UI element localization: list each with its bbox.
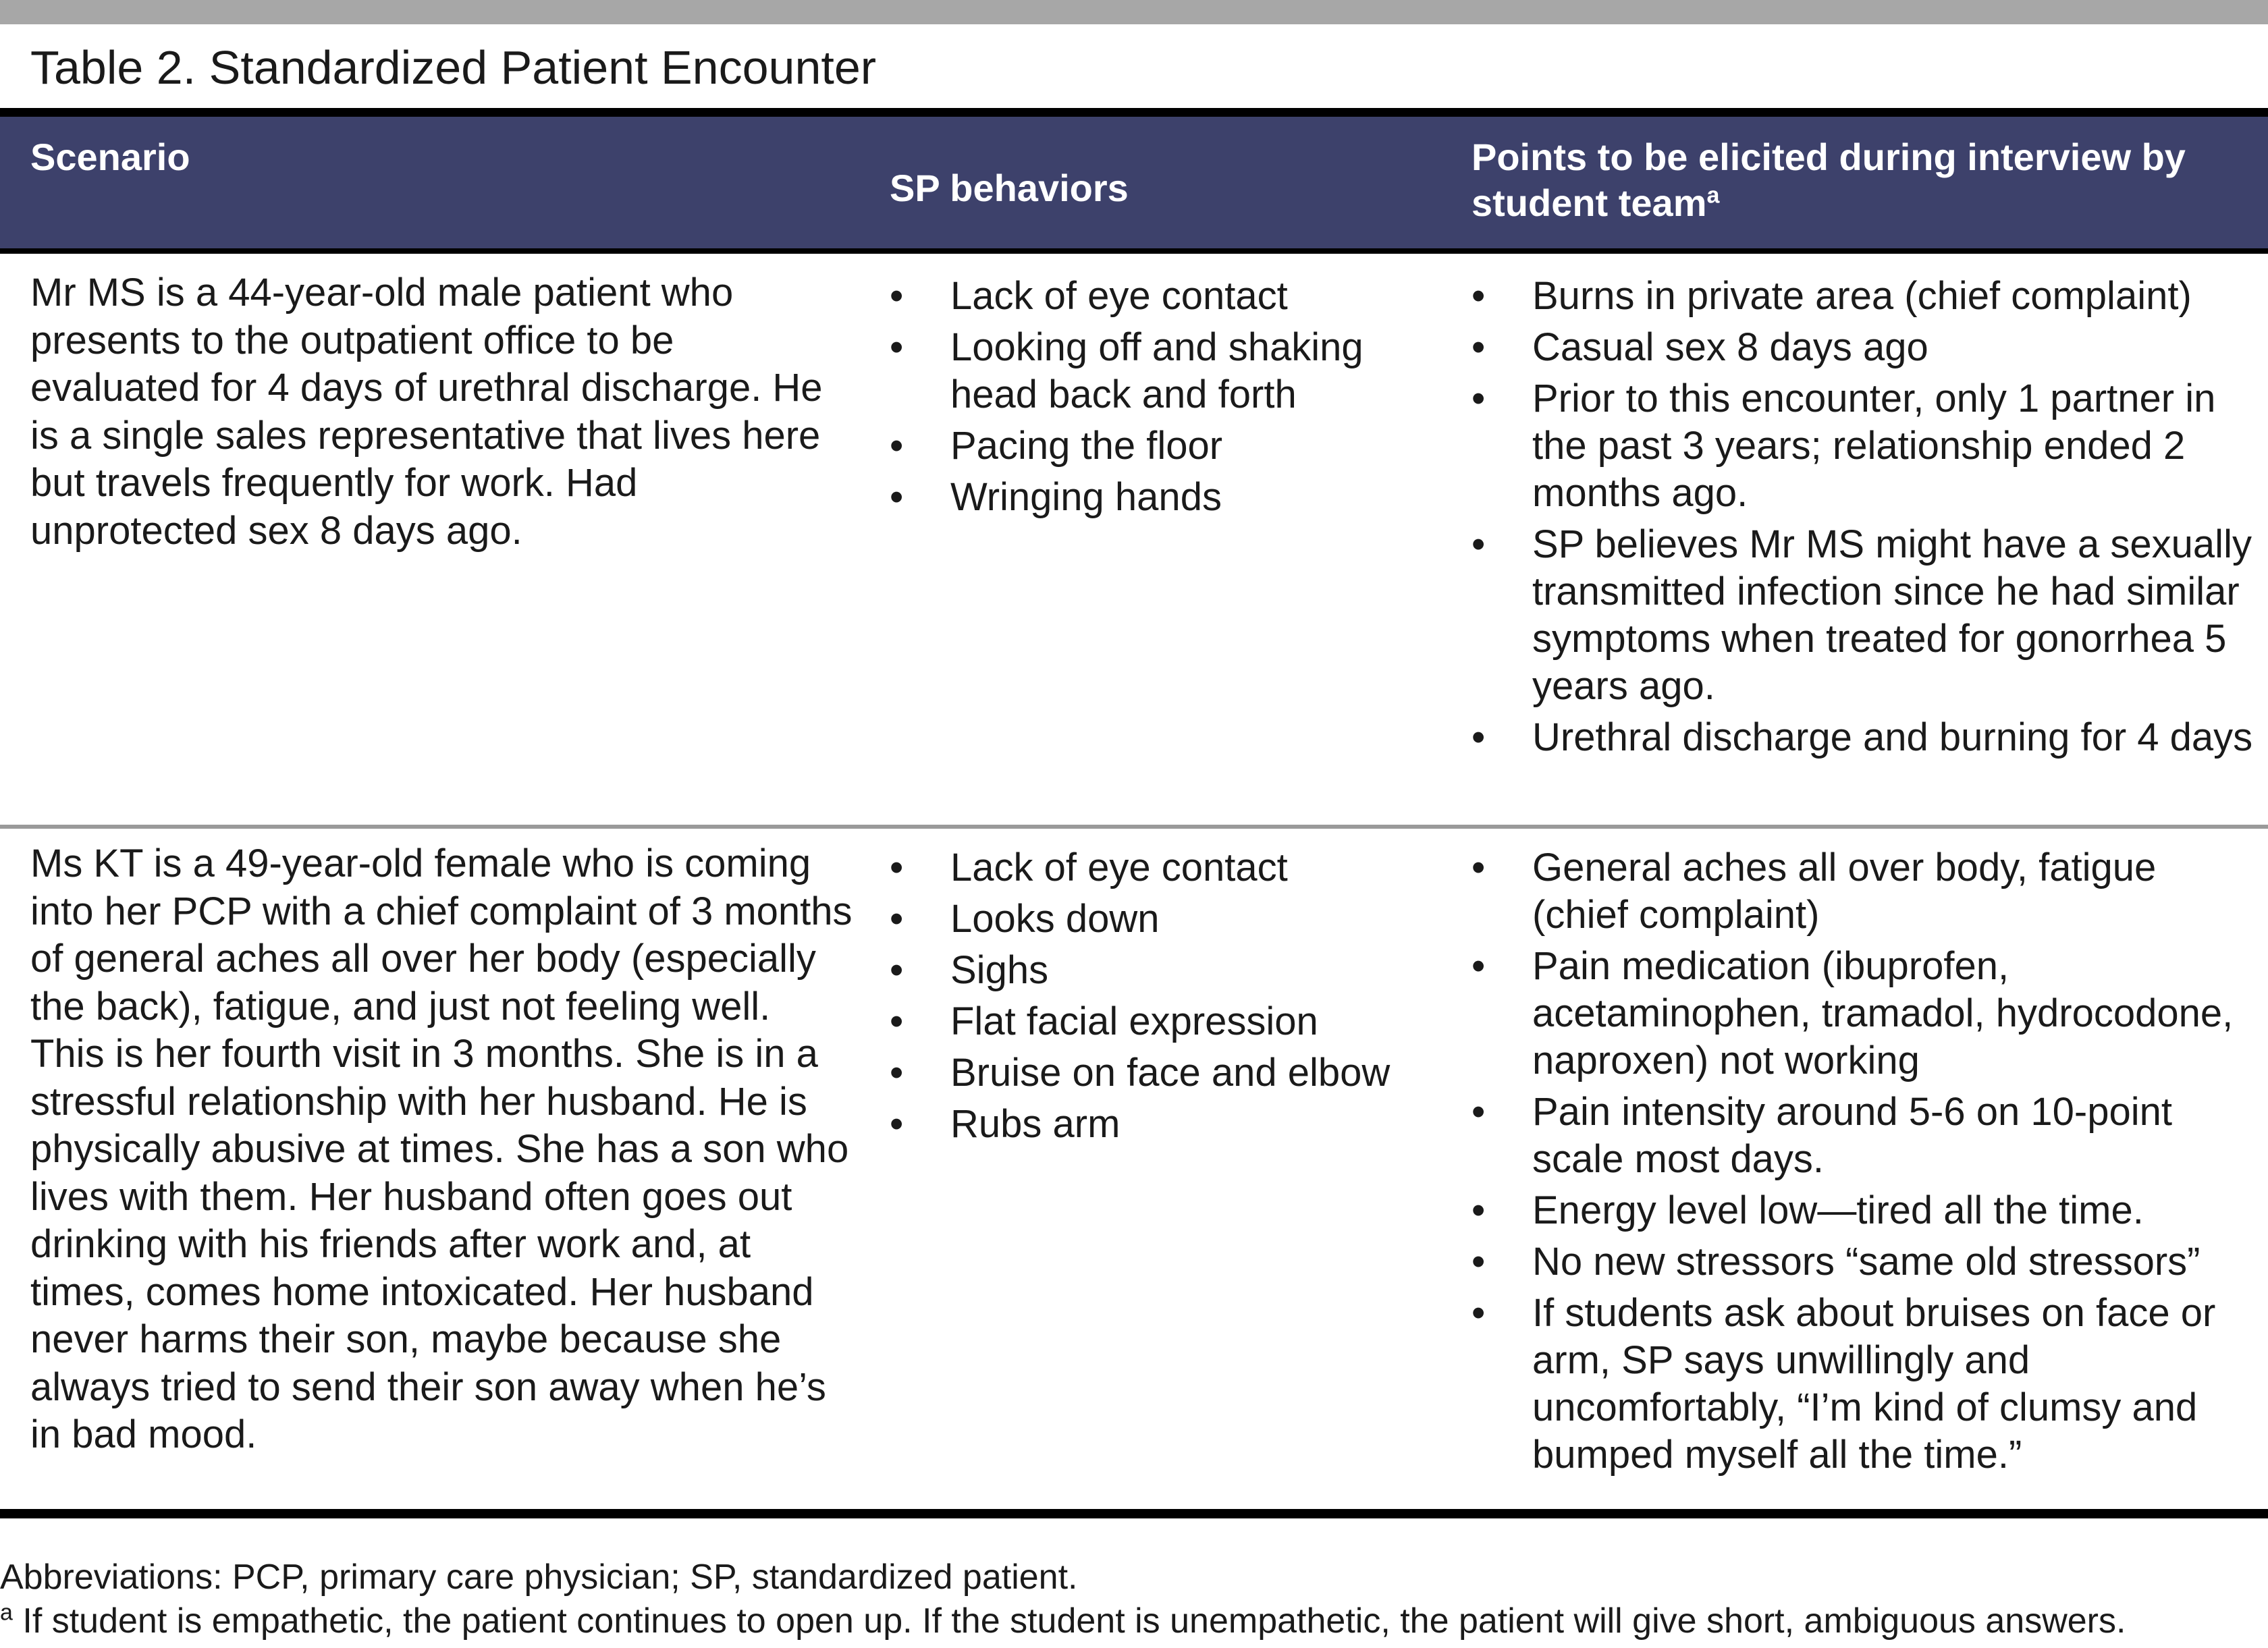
footnote-marker: a xyxy=(1706,182,1720,209)
list-item: • Pain intensity around 5-6 on 10-point scale most days. xyxy=(1472,1089,2254,1183)
scenario-text: Mr MS is a 44-year-old male patient who presents to the outpatient office to be evaluated for 4 days of urethral discharge. He is a single sales representative that lives here but travels frequently for work. Had unprotected sex 8 days ago. xyxy=(30,271,823,553)
row-1-scenario xyxy=(30,269,854,555)
top-rule xyxy=(0,108,2268,117)
points-list xyxy=(1472,273,2254,761)
header-scenario: Scenario xyxy=(30,136,190,178)
list-item: • Sighs xyxy=(890,947,1430,994)
list-item: • No new stressors “same old stressors” xyxy=(1472,1238,2254,1286)
list-item: • Urethral discharge and burning for 4 days xyxy=(1472,714,2254,761)
list-item: • Energy level low—tired all the time. xyxy=(1472,1187,2254,1234)
behaviors-list xyxy=(890,844,1430,1148)
list-item: • Lack of eye contact xyxy=(890,273,1430,320)
table-number: Table 2. xyxy=(30,41,196,94)
header-points-text: Points to be elicited during interview by student team xyxy=(1472,136,2186,224)
top-gray-bar xyxy=(0,0,2268,24)
behaviors-list xyxy=(890,273,1430,521)
row-2-points xyxy=(1472,844,2254,1483)
row-2-scenario xyxy=(30,840,854,1459)
footnote-a-marker: a xyxy=(0,1599,13,1626)
list-item: • SP believes Mr MS might have a sexually transmitted infection since he had similar symptoms when treated for gonorrhea 5 years ago. xyxy=(1472,521,2254,710)
list-item: • Lack of eye contact xyxy=(890,844,1430,891)
list-item: • Prior to this encounter, only 1 partner in the past 3 years; relationship ended 2 months ago. xyxy=(1472,375,2254,517)
points-list xyxy=(1472,844,2254,1479)
row-1-behaviors xyxy=(890,273,1430,525)
row-divider xyxy=(0,825,2268,829)
list-item: • Burns in private area (chief complaint) xyxy=(1472,273,2254,320)
table-title xyxy=(30,40,876,94)
header-bottom-rule xyxy=(0,248,2268,254)
row-1-points xyxy=(1472,273,2254,765)
list-item: • Pain medication (ibuprofen, acetaminophen, tramadol, hydrocodone, naproxen) not working xyxy=(1472,943,2254,1084)
list-item: • Casual sex 8 days ago xyxy=(1472,324,2254,371)
abbreviations-note: Abbreviations: PCP, primary care physician; SP, standardized patient. xyxy=(0,1558,1078,1597)
header-points xyxy=(1472,134,2214,226)
list-item: • Flat facial expression xyxy=(890,998,1430,1045)
list-item: • Pacing the floor xyxy=(890,422,1430,470)
row-2-behaviors xyxy=(890,844,1430,1152)
list-item: • Rubs arm xyxy=(890,1101,1430,1148)
list-item: • Wringing hands xyxy=(890,474,1430,521)
table-title-text: Standardized Patient Encounter xyxy=(209,41,877,94)
list-item: • Looking off and shaking head back and forth xyxy=(890,324,1430,418)
header-sp-behaviors: SP behaviors xyxy=(890,167,1129,209)
list-item: • Bruise on face and elbow xyxy=(890,1049,1430,1097)
scenario-text: Ms KT is a 49-year-old female who is coming into her PCP with a chief complaint of 3 months of general aches all over her body (especially the back), fatigue, and just not feeling well. This is her fourth visit in 3 months. She is in a stressful relationship with her husband. He is physically abusive at times. She has a son who lives with them. Her husband often goes out drinking with his friends after work and, at times, comes home intoxicated. Her husband never harms their son, maybe because she always tried to send their son away when he’s in bad mood. xyxy=(30,842,853,1456)
list-item: • General aches all over body, fatigue (chief complaint) xyxy=(1472,844,2254,939)
footnote-a-text: If student is empathetic, the patient continues to open up. If the student is unempathetic, the patient will give short, ambiguous answers. xyxy=(12,1601,2126,1641)
bottom-rule xyxy=(0,1509,2268,1518)
table-header xyxy=(0,117,2268,248)
list-item: • Looks down xyxy=(890,896,1430,943)
list-item: • If students ask about bruises on face or arm, SP says unwillingly and uncomfortably, “I’m kind of clumsy and bumped myself all the time.” xyxy=(1472,1290,2254,1479)
footnote-a xyxy=(0,1599,2126,1643)
